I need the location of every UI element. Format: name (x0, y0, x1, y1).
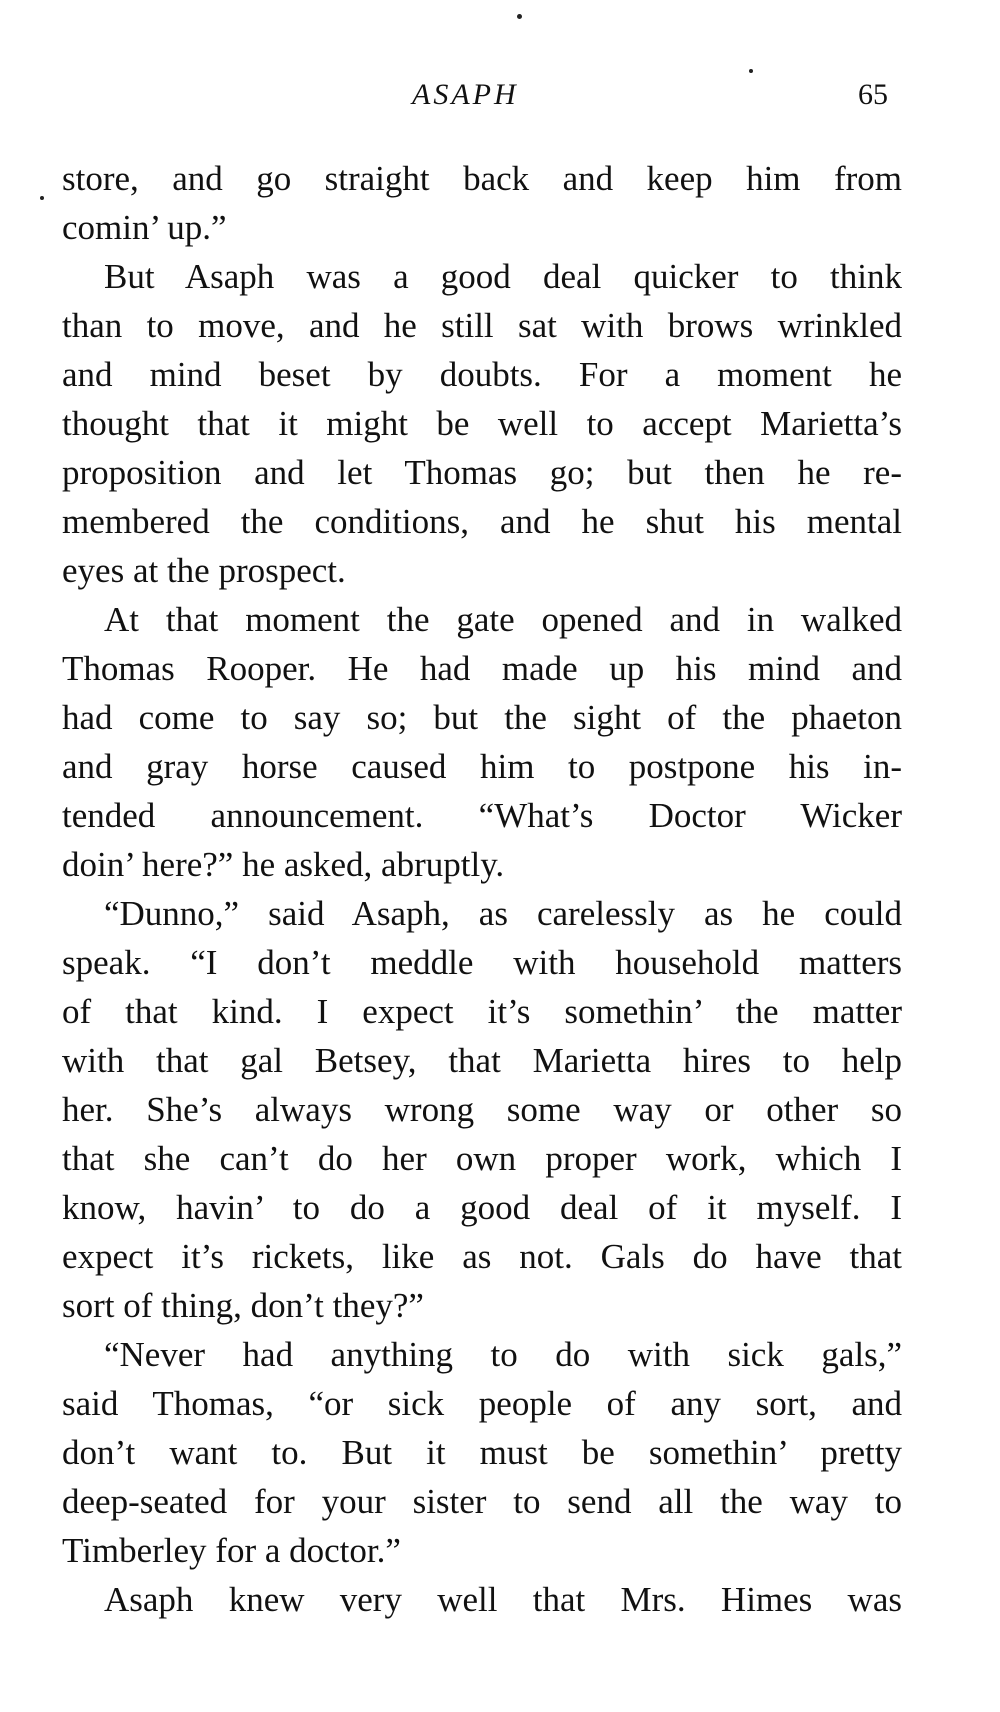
ink-speck (517, 14, 522, 19)
text-line: had come to say so; but the sight of the phaeton (62, 698, 902, 737)
text-line: membered the conditions, and he shut his mental (62, 502, 902, 541)
text-line: than to move, and he still sat with brows wrinkled (62, 306, 902, 345)
text-line: Asaph knew very well that Mrs. Himes was (104, 1580, 902, 1619)
text-line: know, havin’ to do a good deal of it myself. I (62, 1188, 902, 1227)
text-line: store, and go straight back and keep him from (62, 159, 902, 198)
text-line: At that moment the gate opened and in walked (104, 600, 902, 639)
text-line: “Dunno,” said Asaph, as carelessly as he could (104, 894, 902, 933)
text-line: of that kind. I expect it’s somethin’ the matter (62, 992, 902, 1031)
text-line: Timberley for a doctor.” (62, 1531, 401, 1570)
text-line: “Never had anything to do with sick gals,” (104, 1335, 902, 1374)
text-line: eyes at the prospect. (62, 551, 346, 590)
text-line: comin’ up.” (62, 208, 227, 247)
text-line: her. She’s always wrong some way or other so (62, 1090, 902, 1129)
text-line: tended announcement. “What’s Doctor Wicker (62, 796, 902, 835)
text-line: Thomas Rooper. He had made up his mind and (62, 649, 902, 688)
text-line: and gray horse caused him to postpone his in- (62, 747, 902, 786)
text-line: sort of thing, don’t they?” (62, 1286, 424, 1325)
text-line: that she can’t do her own proper work, which I (62, 1139, 902, 1178)
text-line: don’t want to. But it must be somethin’ pretty (62, 1433, 902, 1472)
text-line: thought that it might be well to accept Marietta’s (62, 404, 902, 443)
text-line: doin’ here?” he asked, abruptly. (62, 845, 505, 884)
running-head (0, 78, 1000, 118)
text-line: and mind beset by doubts. For a moment he (62, 355, 902, 394)
page-number: 65 (858, 78, 888, 111)
text-line: But Asaph was a good deal quicker to think (104, 257, 902, 296)
text-line: expect it’s rickets, like as not. Gals do have that (62, 1237, 902, 1276)
text-line: deep-seated for your sister to send all the way to (62, 1482, 902, 1521)
text-line: with that gal Betsey, that Marietta hires to help (62, 1041, 902, 1080)
running-title: ASAPH (412, 78, 519, 111)
text-line: speak. “I don’t meddle with household matters (62, 943, 902, 982)
text-line: said Thomas, “or sick people of any sort, and (62, 1384, 902, 1423)
text-line: proposition and let Thomas go; but then he re- (62, 453, 902, 492)
ink-speck (749, 69, 753, 73)
body-text (62, 154, 902, 1624)
ink-speck (40, 196, 44, 200)
